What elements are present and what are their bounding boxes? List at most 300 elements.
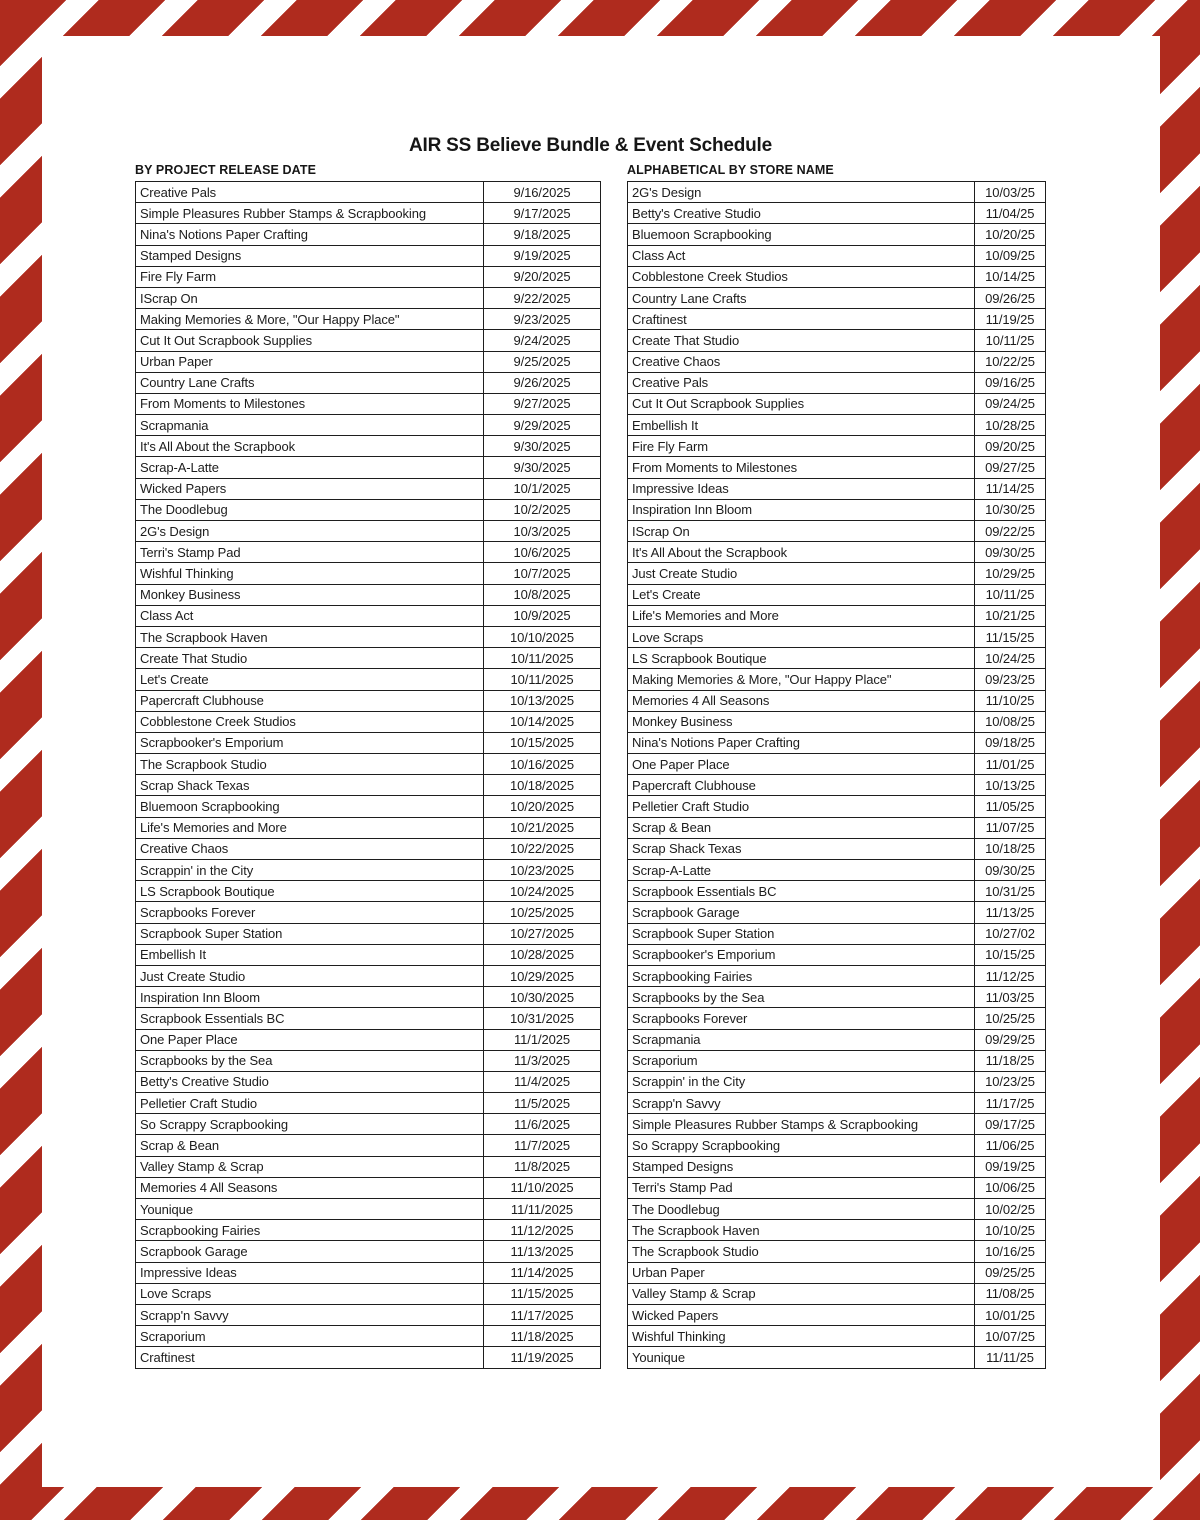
table-row (628, 606, 1045, 627)
release-date-cell: 11/19/25 (974, 309, 1045, 329)
store-name-cell: Making Memories & More, "Our Happy Place" (632, 671, 892, 687)
store-name-cell: Scrapbooking Fairies (632, 968, 753, 984)
release-date-cell: 11/4/2025 (483, 1072, 600, 1092)
release-date-cell: 11/08/25 (974, 1284, 1045, 1304)
store-name-cell: Scrap & Bean (140, 1138, 220, 1154)
store-name-cell: Stamped Designs (632, 1159, 734, 1175)
release-date-cell: 11/13/25 (974, 902, 1045, 922)
release-date-cell: 10/29/2025 (483, 966, 600, 986)
release-date-cell: 10/20/25 (974, 224, 1045, 244)
release-date-cell: 9/17/2025 (483, 203, 600, 223)
store-name-cell: Scrap Shack Texas (632, 841, 742, 857)
store-name-cell: Let's Create (632, 587, 701, 603)
store-name-cell: Scrapbook Super Station (140, 926, 283, 942)
release-date-cell: 10/08/25 (974, 712, 1045, 732)
table-row (628, 924, 1045, 945)
table-row (628, 1326, 1045, 1347)
table-row (628, 902, 1045, 923)
release-date-cell: 10/24/25 (974, 648, 1045, 668)
store-name-cell: Scrapbooker's Emporium (632, 947, 776, 963)
table-row (628, 945, 1045, 966)
table-row (136, 1284, 600, 1305)
table-row (628, 818, 1045, 839)
table-row (136, 1008, 600, 1029)
release-date-cell: 11/5/2025 (483, 1093, 600, 1113)
release-date-cell: 11/3/2025 (483, 1051, 600, 1071)
table-row (628, 415, 1045, 436)
store-name-cell: Stamped Designs (140, 248, 242, 264)
store-name-cell: Simple Pleasures Rubber Stamps & Scrapbooking (632, 1116, 918, 1132)
store-name-cell: Wishful Thinking (632, 1328, 726, 1344)
store-name-cell: Memories 4 All Seasons (632, 693, 770, 709)
release-date-cell: 10/9/2025 (483, 606, 600, 626)
release-date-cell: 10/15/2025 (483, 733, 600, 753)
table-row (136, 902, 600, 923)
table-row (136, 648, 600, 669)
release-date-cell: 10/16/25 (974, 1241, 1045, 1261)
table-row (628, 436, 1045, 457)
table-row (136, 542, 600, 563)
release-date-cell: 10/11/2025 (483, 669, 600, 689)
table-row (628, 352, 1045, 373)
store-name-cell: Create That Studio (632, 332, 740, 348)
store-name-cell: Simple Pleasures Rubber Stamps & Scrapbooking (140, 205, 426, 221)
release-date-cell: 10/6/2025 (483, 542, 600, 562)
release-date-cell: 10/03/25 (974, 182, 1045, 202)
release-date-cell: 10/3/2025 (483, 521, 600, 541)
release-date-cell: 10/7/2025 (483, 563, 600, 583)
release-date-cell: 9/23/2025 (483, 309, 600, 329)
release-date-cell: 9/20/2025 (483, 267, 600, 287)
table-row (628, 987, 1045, 1008)
store-name-cell: So Scrappy Scrapbooking (140, 1116, 289, 1132)
store-name-cell: Wicked Papers (140, 481, 227, 497)
table-row (628, 1178, 1045, 1199)
release-date-cell: 10/13/2025 (483, 691, 600, 711)
release-date-cell: 10/20/2025 (483, 796, 600, 816)
store-name-cell: IScrap On (632, 523, 690, 539)
table-row (628, 182, 1045, 203)
release-date-cell: 11/11/25 (974, 1347, 1045, 1367)
store-name-cell: 2G's Design (632, 184, 702, 200)
store-name-cell: The Scrapbook Haven (632, 1222, 760, 1238)
store-name-cell: Scrap Shack Texas (140, 777, 250, 793)
store-name-cell: Terri's Stamp Pad (632, 1180, 733, 1196)
release-date-cell: 10/10/2025 (483, 627, 600, 647)
table-row (628, 1347, 1045, 1368)
table-row (628, 457, 1045, 478)
table-row (628, 775, 1045, 796)
release-date-cell: 10/21/2025 (483, 818, 600, 838)
store-name-cell: Let's Create (140, 671, 209, 687)
table-row (628, 1305, 1045, 1326)
release-date-cell: 11/17/2025 (483, 1305, 600, 1325)
table-row (136, 606, 600, 627)
release-date-cell: 9/25/2025 (483, 352, 600, 372)
table-row (136, 818, 600, 839)
release-date-cell: 09/17/25 (974, 1114, 1045, 1134)
store-name-cell: From Moments to Milestones (140, 396, 306, 412)
release-date-cell: 11/13/2025 (483, 1241, 600, 1261)
store-name-cell: Scraporium (140, 1328, 206, 1344)
table-row (628, 246, 1045, 267)
table-row (136, 691, 600, 712)
table-row (628, 521, 1045, 542)
table-row (628, 627, 1045, 648)
table-row (628, 373, 1045, 394)
store-name-cell: Impressive Ideas (632, 481, 729, 497)
release-date-cell: 11/01/25 (974, 754, 1045, 774)
release-date-cell: 9/30/2025 (483, 457, 600, 477)
release-date-cell: 10/18/25 (974, 839, 1045, 859)
store-name-cell: Scrapbook Essentials BC (140, 1010, 285, 1026)
store-name-cell: Love Scraps (632, 629, 704, 645)
release-date-cell: 9/19/2025 (483, 246, 600, 266)
store-name-cell: Scrapbook Garage (632, 904, 740, 920)
page-title: AIR SS Believe Bundle & Event Schedule (408, 135, 772, 156)
release-date-cell: 10/29/25 (974, 563, 1045, 583)
release-date-cell: 10/24/2025 (483, 881, 600, 901)
store-name-cell: Scrapbooks by the Sea (632, 989, 765, 1005)
release-date-cell: 10/07/25 (974, 1326, 1045, 1346)
release-date-cell: 11/17/25 (974, 1093, 1045, 1113)
release-date-cell: 10/11/2025 (483, 648, 600, 668)
store-name-cell: Creative Chaos (632, 354, 721, 370)
release-date-cell: 9/29/2025 (483, 415, 600, 435)
release-date-cell: 11/19/2025 (483, 1347, 600, 1367)
store-name-cell: Betty's Creative Studio (632, 205, 761, 221)
table-row (136, 1157, 600, 1178)
store-name-cell: Embellish It (632, 417, 698, 433)
table-row (136, 246, 600, 267)
table-row (136, 1178, 600, 1199)
release-date-cell: 09/26/25 (974, 288, 1045, 308)
table-row (136, 924, 600, 945)
table-row (628, 500, 1045, 521)
table-row (136, 987, 600, 1008)
release-date-cell: 09/18/25 (974, 733, 1045, 753)
release-date-cell: 09/30/25 (974, 542, 1045, 562)
release-date-cell: 9/26/2025 (483, 373, 600, 393)
store-name-cell: Wishful Thinking (140, 565, 234, 581)
table-row (136, 733, 600, 754)
store-name-cell: Valley Stamp & Scrap (632, 1286, 756, 1302)
release-date-cell: 9/27/2025 (483, 394, 600, 414)
release-date-cell: 09/20/25 (974, 436, 1045, 456)
table-row (136, 330, 600, 351)
release-date-cell: 09/16/25 (974, 373, 1045, 393)
table-row (136, 1347, 600, 1368)
store-name-cell: It's All About the Scrapbook (140, 438, 296, 454)
store-name-cell: Love Scraps (140, 1286, 212, 1302)
release-date-cell: 11/10/25 (974, 691, 1045, 711)
store-name-cell: LS Scrapbook Boutique (632, 650, 767, 666)
table-row (628, 1030, 1045, 1051)
release-date-cell: 10/09/25 (974, 246, 1045, 266)
store-name-cell: Creative Pals (140, 184, 217, 200)
release-date-cell: 10/30/2025 (483, 987, 600, 1007)
release-date-cell: 11/03/25 (974, 987, 1045, 1007)
table-row (628, 1114, 1045, 1135)
store-name-cell: Class Act (140, 608, 194, 624)
table-row (628, 1157, 1045, 1178)
table-row (136, 945, 600, 966)
table-row (136, 796, 600, 817)
store-name-cell: Scrap & Bean (632, 820, 712, 836)
release-date-cell: 11/15/2025 (483, 1284, 600, 1304)
release-date-cell: 10/31/25 (974, 881, 1045, 901)
table-row (136, 479, 600, 500)
release-date-cell: 10/21/25 (974, 606, 1045, 626)
release-date-cell: 10/11/25 (974, 330, 1045, 350)
release-date-cell: 10/27/2025 (483, 924, 600, 944)
release-date-cell: 10/25/2025 (483, 902, 600, 922)
table-row (136, 966, 600, 987)
release-date-cell: 10/23/2025 (483, 860, 600, 880)
table-row (136, 1030, 600, 1051)
table-row (628, 754, 1045, 775)
store-name-cell: Just Create Studio (140, 968, 246, 984)
store-name-cell: Cut It Out Scrapbook Supplies (632, 396, 804, 412)
release-date-cell: 10/01/25 (974, 1305, 1045, 1325)
release-date-cell: 09/25/25 (974, 1263, 1045, 1283)
store-name-cell: Scrapbooker's Emporium (140, 735, 284, 751)
store-name-cell: Making Memories & More, "Our Happy Place" (140, 311, 400, 327)
release-date-cell: 10/25/25 (974, 1008, 1045, 1028)
table-row (136, 288, 600, 309)
store-name-cell: Life's Memories and More (632, 608, 779, 624)
release-date-cell: 11/14/2025 (483, 1263, 600, 1283)
store-name-cell: 2G's Design (140, 523, 210, 539)
table-row (628, 881, 1045, 902)
store-name-cell: Pelletier Craft Studio (140, 1095, 258, 1111)
store-name-cell: Papercraft Clubhouse (632, 777, 756, 793)
table-row (136, 521, 600, 542)
table-row (628, 1284, 1045, 1305)
table-row (628, 330, 1045, 351)
table-row (136, 860, 600, 881)
store-name-cell: Inspiration Inn Bloom (140, 989, 261, 1005)
release-date-cell: 10/1/2025 (483, 479, 600, 499)
table-row (136, 754, 600, 775)
table-row (136, 457, 600, 478)
store-name-cell: Cobblestone Creek Studios (140, 714, 296, 730)
table-row (136, 1135, 600, 1156)
alphabetical-table (627, 181, 1046, 1369)
table-row (136, 1051, 600, 1072)
release-date-cell: 11/18/25 (974, 1051, 1045, 1071)
table-row (136, 182, 600, 203)
alphabetical-heading: ALPHABETICAL BY STORE NAME (627, 163, 834, 177)
release-date-cell: 09/24/25 (974, 394, 1045, 414)
store-name-cell: Scrapbooking Fairies (140, 1222, 261, 1238)
release-date-cell: 10/8/2025 (483, 585, 600, 605)
table-row (628, 648, 1045, 669)
table-row (136, 415, 600, 436)
table-row (628, 669, 1045, 690)
release-date-cell: 11/1/2025 (483, 1030, 600, 1050)
release-date-cell: 11/10/2025 (483, 1178, 600, 1198)
table-row (136, 1199, 600, 1220)
store-name-cell: Create That Studio (140, 650, 248, 666)
table-row (628, 542, 1045, 563)
release-date-cell: 10/14/25 (974, 267, 1045, 287)
release-date-cell: 10/31/2025 (483, 1008, 600, 1028)
table-row (136, 1072, 600, 1093)
table-row (136, 585, 600, 606)
store-name-cell: The Scrapbook Haven (140, 629, 268, 645)
store-name-cell: Scrapmania (632, 1032, 701, 1048)
table-row (136, 1093, 600, 1114)
store-name-cell: Cobblestone Creek Studios (632, 269, 788, 285)
store-name-cell: Younique (632, 1349, 685, 1365)
table-row (136, 881, 600, 902)
store-name-cell: Creative Chaos (140, 841, 229, 857)
table-row (628, 1072, 1045, 1093)
release-date-cell: 11/18/2025 (483, 1326, 600, 1346)
table-row (136, 1305, 600, 1326)
table-row (628, 860, 1045, 881)
release-date-cell: 11/6/2025 (483, 1114, 600, 1134)
store-name-cell: It's All About the Scrapbook (632, 544, 788, 560)
store-name-cell: Scrapbooks Forever (140, 904, 256, 920)
store-name-cell: Fire Fly Farm (140, 269, 216, 285)
table-row (628, 1199, 1045, 1220)
store-name-cell: Wicked Papers (632, 1307, 719, 1323)
release-date-cell: 11/15/25 (974, 627, 1045, 647)
release-date-cell: 09/19/25 (974, 1157, 1045, 1177)
release-date-cell: 10/06/25 (974, 1178, 1045, 1198)
store-name-cell: Betty's Creative Studio (140, 1074, 269, 1090)
table-row (628, 203, 1045, 224)
store-name-cell: Impressive Ideas (140, 1265, 237, 1281)
store-name-cell: The Doodlebug (632, 1201, 720, 1217)
table-row (628, 309, 1045, 330)
release-date-section (135, 163, 601, 1369)
store-name-cell: Class Act (632, 248, 686, 264)
table-row (628, 839, 1045, 860)
table-row (628, 733, 1045, 754)
table-row (628, 1008, 1045, 1029)
table-row (628, 224, 1045, 245)
store-name-cell: Country Lane Crafts (140, 375, 255, 391)
store-name-cell: Scrapp'n Savvy (632, 1095, 721, 1111)
store-name-cell: Terri's Stamp Pad (140, 544, 241, 560)
release-date-cell: 09/27/25 (974, 457, 1045, 477)
release-date-cell: 10/27/02 (974, 924, 1045, 944)
store-name-cell: Papercraft Clubhouse (140, 693, 264, 709)
store-name-cell: From Moments to Milestones (632, 460, 798, 476)
release-date-cell: 10/14/2025 (483, 712, 600, 732)
release-date-cell: 10/11/25 (974, 585, 1045, 605)
table-row (136, 267, 600, 288)
release-date-cell: 10/2/2025 (483, 500, 600, 520)
store-name-cell: Scrapbook Super Station (632, 926, 775, 942)
table-row (628, 394, 1045, 415)
store-name-cell: Nina's Notions Paper Crafting (632, 735, 800, 751)
table-row (136, 1220, 600, 1241)
release-date-cell: 10/15/25 (974, 945, 1045, 965)
table-row (136, 1263, 600, 1284)
table-row (136, 1241, 600, 1262)
store-name-cell: Urban Paper (140, 354, 213, 370)
store-name-cell: Inspiration Inn Bloom (632, 502, 753, 518)
release-date-cell: 11/05/25 (974, 796, 1045, 816)
store-name-cell: IScrap On (140, 290, 198, 306)
store-name-cell: Scrapbook Garage (140, 1243, 248, 1259)
release-date-cell: 09/29/25 (974, 1030, 1045, 1050)
release-date-cell: 9/24/2025 (483, 330, 600, 350)
table-row (628, 1051, 1045, 1072)
store-name-cell: Just Create Studio (632, 565, 738, 581)
release-date-cell: 9/18/2025 (483, 224, 600, 244)
table-row (628, 585, 1045, 606)
store-name-cell: Younique (140, 1201, 193, 1217)
store-name-cell: Scraporium (632, 1053, 698, 1069)
table-row (136, 373, 600, 394)
store-name-cell: One Paper Place (140, 1032, 238, 1048)
release-date-cell: 09/30/25 (974, 860, 1045, 880)
table-row (136, 309, 600, 330)
release-date-cell: 10/13/25 (974, 775, 1045, 795)
table-row (136, 712, 600, 733)
release-date-cell: 11/12/25 (974, 966, 1045, 986)
store-name-cell: Creative Pals (632, 375, 709, 391)
release-date-cell: 9/16/2025 (483, 182, 600, 202)
release-date-cell: 11/11/2025 (483, 1199, 600, 1219)
store-name-cell: The Doodlebug (140, 502, 228, 518)
release-date-cell: 10/23/25 (974, 1072, 1045, 1092)
release-date-cell: 10/28/25 (974, 415, 1045, 435)
table-row (628, 712, 1045, 733)
store-name-cell: Scrapmania (140, 417, 209, 433)
release-date-cell: 10/18/2025 (483, 775, 600, 795)
table-row (628, 563, 1045, 584)
table-row (628, 691, 1045, 712)
store-name-cell: Pelletier Craft Studio (632, 799, 750, 815)
table-row (628, 1135, 1045, 1156)
store-name-cell: Bluemoon Scrapbooking (140, 799, 280, 815)
release-date-cell: 10/16/2025 (483, 754, 600, 774)
store-name-cell: Monkey Business (140, 587, 241, 603)
release-date-cell: 11/04/25 (974, 203, 1045, 223)
table-row (628, 1220, 1045, 1241)
store-name-cell: Scrappin' in the City (140, 862, 254, 878)
release-date-cell: 09/23/25 (974, 669, 1045, 689)
release-date-cell: 10/28/2025 (483, 945, 600, 965)
table-row (628, 288, 1045, 309)
store-name-cell: The Scrapbook Studio (632, 1243, 759, 1259)
table-row (628, 966, 1045, 987)
table-row (136, 1114, 600, 1135)
store-name-cell: Bluemoon Scrapbooking (632, 226, 772, 242)
store-name-cell: Life's Memories and More (140, 820, 287, 836)
store-name-cell: Embellish It (140, 947, 206, 963)
store-name-cell: Scrapbooks Forever (632, 1010, 748, 1026)
release-date-cell: 9/30/2025 (483, 436, 600, 456)
store-name-cell: So Scrappy Scrapbooking (632, 1138, 781, 1154)
store-name-cell: Craftinest (140, 1349, 195, 1365)
release-date-cell: 10/22/2025 (483, 839, 600, 859)
store-name-cell: Cut It Out Scrapbook Supplies (140, 332, 312, 348)
store-name-cell: Monkey Business (632, 714, 733, 730)
store-name-cell: Fire Fly Farm (632, 438, 708, 454)
table-row (136, 352, 600, 373)
alphabetical-section (627, 163, 1046, 1369)
store-name-cell: Memories 4 All Seasons (140, 1180, 278, 1196)
release-date-cell: 11/8/2025 (483, 1157, 600, 1177)
release-date-cell: 11/12/2025 (483, 1220, 600, 1240)
